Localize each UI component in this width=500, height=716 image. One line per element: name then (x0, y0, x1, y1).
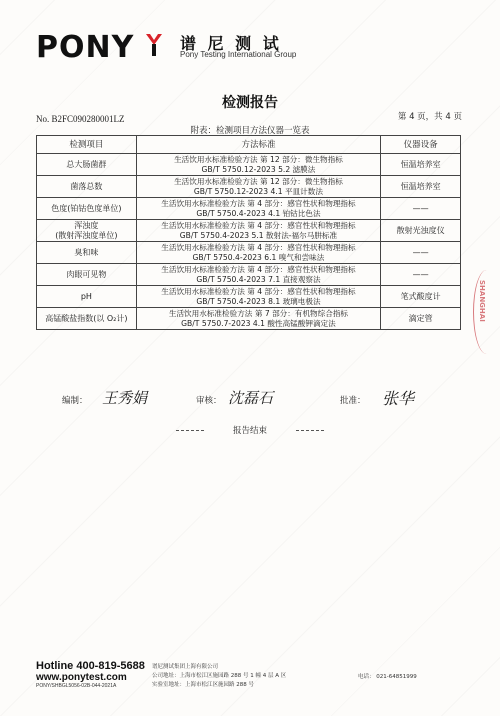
table-row (37, 308, 461, 330)
method-cell: 生活饮用水标准检验方法 第 4 部分：感官性状和物理指标 GB/T 5750.4-2023 6.1 嗅气和尝味法 (136, 242, 380, 264)
method-cell: 生活饮用水标准检验方法 第 12 部分：微生物指标 GB/T 5750.12-2023 4.1 平皿计数法 (136, 176, 380, 198)
document-code: PONY/SHBGL5056-02B-044-2021A (36, 683, 117, 689)
footer-phone: 电话： 021-64851999 (358, 674, 417, 680)
table-header-row (37, 136, 461, 154)
footer-contact (36, 660, 145, 689)
header-item: 检测项目 (37, 136, 137, 154)
equipment-cell: —— (381, 198, 461, 220)
footer-address (152, 663, 286, 690)
compiler-signature-text: 王秀娟 (102, 389, 148, 407)
approver-signature (380, 384, 440, 412)
table-row (37, 220, 461, 242)
report-number: No. B2FC090280001LZ (36, 114, 125, 124)
footer-address-2: 实验室地址：上海市松江区施园路 288 号 (152, 682, 254, 688)
item-cell: 菌落总数 (37, 176, 137, 198)
header-method: 方法标准 (136, 136, 380, 154)
equipment-cell: 滴定管 (381, 308, 461, 330)
reviewer-label: 审核： (196, 396, 222, 406)
equipment-cell: 恒温培养室 (381, 176, 461, 198)
report-end-text: 报告结束 (232, 426, 267, 436)
table-row (37, 176, 461, 198)
method-cell: 生活饮用水标准检验方法 第 4 部分：感官性状和物理指标 GB/T 5750.4-2023 5.1 散射法-福尔马肼标准 (136, 220, 380, 242)
compiler-signature (100, 384, 170, 410)
item-cell: pH (37, 286, 137, 308)
report-title: 检测报告 (222, 95, 278, 111)
item-cell: 肉眼可见物 (37, 264, 137, 286)
reviewer-signature-text: 沈磊石 (228, 389, 274, 407)
equipment-cell: —— (381, 242, 461, 264)
table-row (37, 154, 461, 176)
footer-address-1: 公司地址：上海市松江区施园路 288 号 1 幢 4 层 A 区 (152, 673, 287, 679)
item-cell: 浑浊度 (散射浑浊度单位) (37, 220, 137, 242)
table-row (37, 198, 461, 220)
end-divider-right (296, 430, 324, 431)
method-cell: 生活饮用水标准检验方法 第 4 部分：感官性状和物理指标 GB/T 5750.4-2023 7.1 直接观察法 (136, 264, 380, 286)
item-cell: 色度(铂钴色度单位) (37, 198, 137, 220)
table-caption: 附表：检测项目方法仪器一览表 (190, 126, 310, 136)
table-row (37, 264, 461, 286)
item-cell: 总大肠菌群 (37, 154, 137, 176)
method-cell: 生活饮用水标准检验方法 第 4 部分：感官性状和物理指标 GB/T 5750.4-2023 4.1 铂钴比色法 (136, 198, 380, 220)
equipment-cell: 散射光浊度仪 (381, 220, 461, 242)
item-cell: 高锰酸盐指数(以 O₂计) (37, 308, 137, 330)
hotline: Hotline 400-819-5688 (36, 660, 145, 672)
reviewer-signature (226, 384, 288, 410)
equipment-cell: 笔式酸度计 (381, 286, 461, 308)
footer-company: 谱尼测试集团上海有限公司 (152, 664, 219, 670)
company-seal (473, 270, 500, 354)
letterhead (36, 28, 466, 65)
method-cell: 生活饮用水标准检验方法 第 4 部分：感官性状和物理指标 GB/T 5750.4-2023 8.1 玻璃电极法 (136, 286, 380, 308)
table-row (37, 286, 461, 308)
company-name-cn: 谱 尼 测 试 (180, 34, 282, 53)
compiler-label: 编制： (62, 396, 88, 406)
item-cell: 臭和味 (37, 242, 137, 264)
approver-signature-text: 张华 (382, 389, 415, 408)
method-table (36, 135, 461, 330)
seal-text: SHANGHAI (478, 280, 486, 322)
method-cell: 生活饮用水标准检验方法 第 12 部分：微生物指标 GB/T 5750.12-2023 5.2 滤膜法 (136, 154, 380, 176)
equipment-cell: —— (381, 264, 461, 286)
approver-label: 批准： (340, 396, 366, 406)
website: www.ponytest.com (36, 672, 127, 683)
company-logo: PONY (36, 30, 135, 65)
company-name-en: Pony Testing International Group (180, 50, 297, 59)
logo-chevron-icon (144, 32, 164, 58)
page-number: 第 4 页，共 4 页 (397, 112, 462, 122)
table-row (37, 242, 461, 264)
header-equipment: 仪器设备 (381, 136, 461, 154)
equipment-cell: 恒温培养室 (381, 154, 461, 176)
method-cell: 生活饮用水标准检验方法 第 7 部分：有机物综合指标 GB/T 5750.7-2023 4.1 酸性高锰酸钾滴定法 (136, 308, 380, 330)
